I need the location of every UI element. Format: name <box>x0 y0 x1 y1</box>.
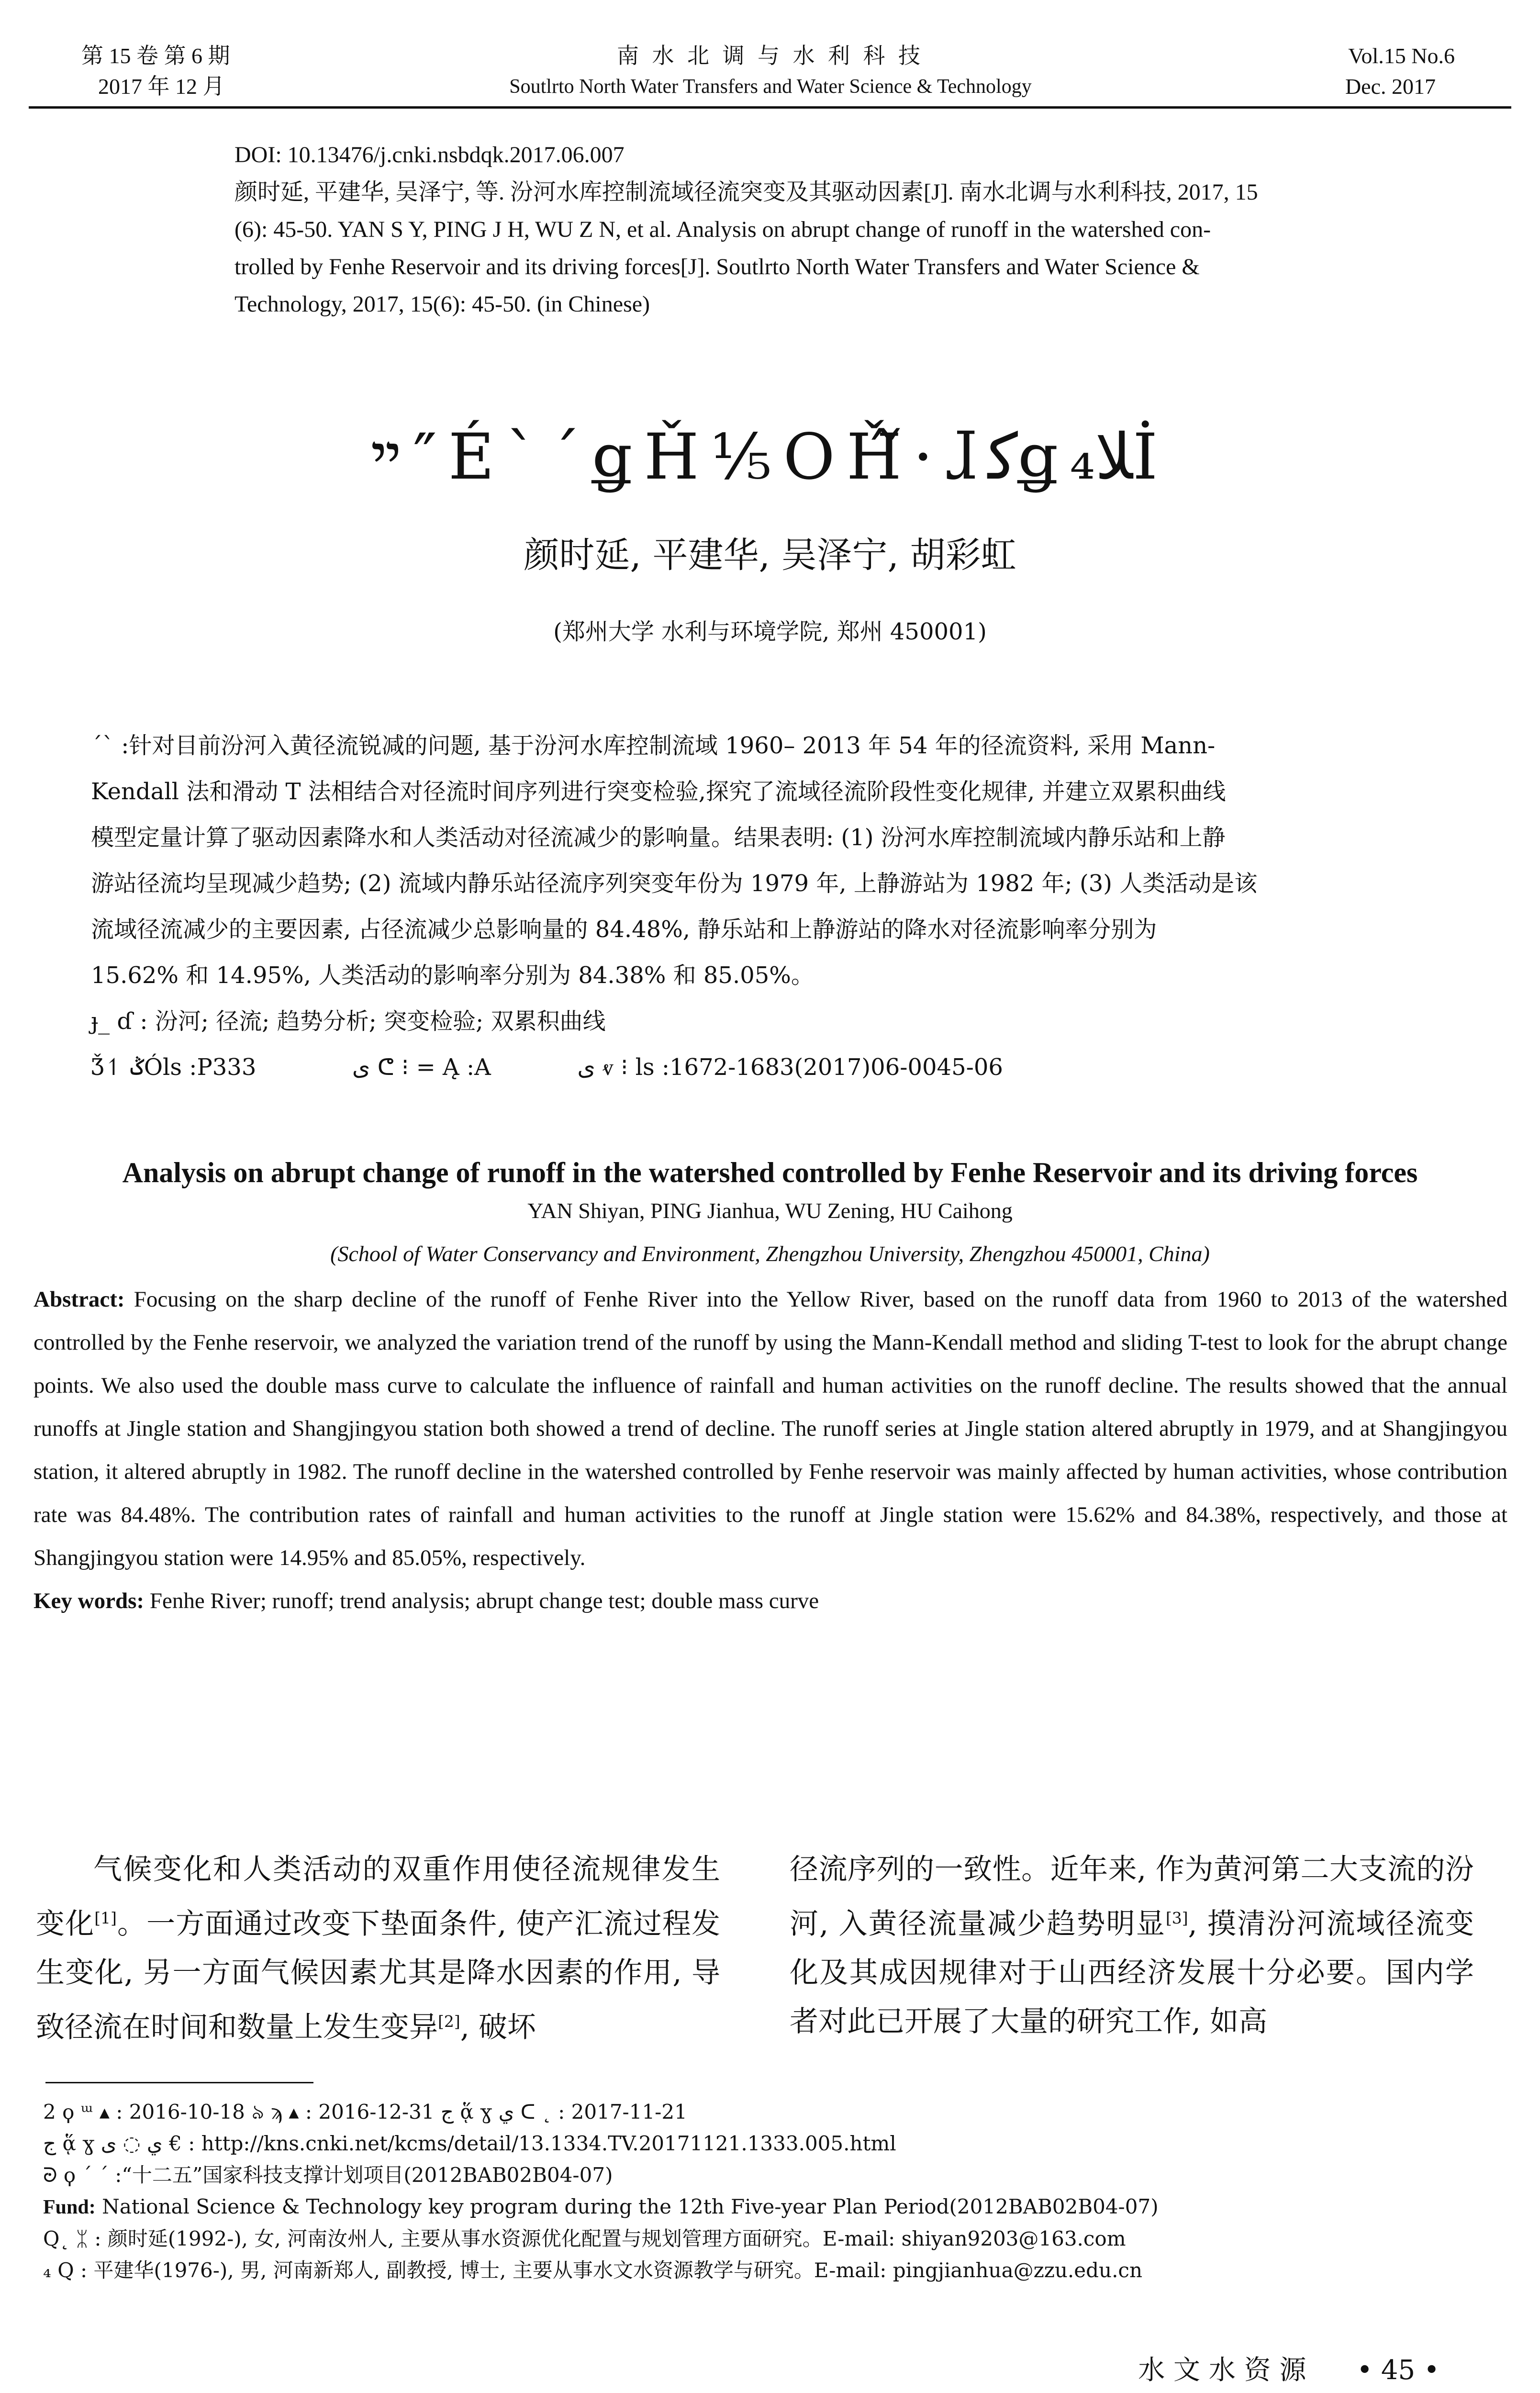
body-text: , 摸清汾河流域径流变化及其成因规律对于山西经济发展十分必要。国内学者对此已开展了大量的研究工作, 如高 <box>790 1907 1474 2038</box>
keywords-en <box>33 1579 1507 1622</box>
clc-value: P333 <box>197 1054 257 1081</box>
abstract-en-paragraph <box>33 1278 1507 1579</box>
citation-line: 颜时延, 平建华, 吴泽宁, 等. 汾河水库控制流域径流突变及其驱动因素[J]. 南水北调与水利科技, 2017, 15 <box>234 179 1258 205</box>
footnote-fund-en <box>43 2191 1507 2223</box>
body-column-left <box>36 1845 720 2052</box>
citation-line: Technology, 2017, 15(6): 45-50. (in Chinese) <box>234 291 650 317</box>
doc-code-label: ى ᕦ ⁝ = Ą : <box>352 1054 475 1081</box>
abstract-cn <box>91 723 1450 1090</box>
body-text: 气候变化和人类活动的双重作用使径流规律发生变化 <box>36 1853 720 1941</box>
body-paragraph <box>36 1845 720 2052</box>
keywords-cn-label: ɟ_ ɗ : <box>91 1008 148 1035</box>
header-date-cn: 2017 年 12 月 <box>98 74 225 99</box>
footnote-author2: ₄ Q : 平建华(1976-), 男, 河南新郑人, 副教授, 博士, 主要从事水文水资源教学与研究。E-mail: pingjianhua@zzu.edu.cn <box>43 2259 1142 2282</box>
abstract-cn-line: 15.62% 和 14.95%, 人类活动的影响率分别为 84.38% 和 85.05%。 <box>91 962 814 989</box>
header-journal-cn: 南 水 北 调 与 水 利 科 技 <box>617 44 924 68</box>
abstract-cn-line <box>91 723 1450 769</box>
abstract-cn-line: Kendall 法和滑动 T 法相结合对径流时间序列进行突变检验,探究了流域径流阶段性变化规律, 并建立双累积曲线 <box>91 778 1226 805</box>
fund-en-label: Fund: <box>43 2196 96 2218</box>
abstract-en <box>33 1278 1507 1622</box>
keywords-en-text: Fenhe River; runoff; trend analysis; abrupt change test; double mass curve <box>149 1588 819 1613</box>
authors-en: YAN Shiyan, PING Jianhua, WU Zening, HU Caihong <box>527 1198 1013 1223</box>
abstract-en-label: Abstract: <box>33 1287 125 1312</box>
citation-line: (6): 45-50. YAN S Y, PING J H, WU Z N, et al. Analysis on abrupt change of runoff in the watershed con- <box>234 217 1211 242</box>
footnote-fund-cn: ᘒ ϙ ˊ ˊ :“十二五”国家科技支撑计划项目(2012BAB02B04-07) <box>43 2163 613 2187</box>
abstract-cn-line: 模型定量计算了驱动因素降水和人类活动对径流减少的影响量。结果表明: (1) 汾河水库控制流域内静乐站和上静 <box>91 824 1226 851</box>
footnotes <box>43 2096 1507 2286</box>
keywords-en-label: Key words: <box>33 1588 145 1613</box>
footnote-author1: Q˛ ᛯ : 颜时延(1992-), 女, 河南汝州人, 主要从事水资源优化配置与规划管理方面研究。E-mail: shiyan9203@163.com <box>43 2227 1126 2250</box>
header-rule <box>29 106 1511 109</box>
title-en: Analysis on abrupt change of runoff in the watershed controlled by Fenhe Reservoir and its driving forces <box>122 1157 1418 1188</box>
header-journal-en: Soutlrto North Water Transfers and Water Science & Technology <box>509 76 1032 98</box>
affiliation-en: (School of Water Conservancy and Environment, Zhengzhou University, Zhengzhou 450001, China) <box>330 1241 1210 1266</box>
body-column-right <box>790 1845 1474 2046</box>
header-vol-no: Vol.15 No.6 <box>1348 44 1455 68</box>
doc-code-value: A <box>474 1054 491 1081</box>
footnote-dates: 2 ϙ ᵚ ▴ : 2016-10-18 ৯ ϡ ▴ : 2016-12-31 ج ᾅ ɣ ي ᑕ ˛ : 2017-11-21 <box>43 2100 687 2124</box>
body-text: 。一方面通过改变下垫面条件, 使产汇流过程发生变化, 另一方面气候因素尤其是降水因素的作用, 导致径流在时间和数量上发生变异 <box>36 1907 720 2044</box>
clc-label: Ǯ↿ ݣÓls : <box>91 1054 197 1081</box>
doi: DOI: 10.13476/j.cnki.nsbdqk.2017.06.007 <box>234 142 625 168</box>
body-paragraph <box>790 1845 1474 2046</box>
affiliation-cn: (郑州大学 水利与环境学院, 郑州 450001) <box>553 618 987 645</box>
citation-ref[interactable]: [3] <box>1165 1909 1188 1927</box>
citation-block <box>234 136 1479 323</box>
abstract-en-text: Focusing on the sharp decline of the runoff of Fenhe River into the Yellow River, based on the runoff data from 1960 to 2013 of the watershed controlled by the Fenhe reservoir, we analyzed the variation trend of the runoff by using the Mann-Kendall method and sliding T-test to look for the abrupt change points. We also used the double mass curve to calculate the influence of rainfall and human activities on the runoff decline. The results showed that the annual runoffs at Jingle station and Shangjingyou station both showed a trend of decline. The runoff series at Jingle station altered abruptly in 1979, and at Shangjingyou station, it altered abruptly in 1982. The runoff decline in the watershed controlled by Fenhe reservoir was mainly affected by human activities, whose contribution rate was 84.48%. The contribution rates of rainfall and human activities to the runoff at Jingle station were 15.62% and 84.38%, respectively, and those at Shangjingyou station were 14.95% and 85.05%, respectively. <box>33 1287 1507 1570</box>
body-text: , 破坏 <box>460 2011 536 2044</box>
footnote-url[interactable]: ج ᾅ ɣ ي ◌ ى € : http://kns.cnki.net/kcms/detail/13.1334.TV.20171121.1333.005.html <box>43 2132 896 2155</box>
title-cn: ײ″É`´ǥȞ⅕OȞ᷉·ɺﮐǥﻼ₄İ <box>370 420 1170 494</box>
footnote-rule <box>45 2082 313 2083</box>
authors-cn: 颜时延, 平建华, 吴泽宁, 胡彩虹 <box>524 535 1016 576</box>
abstract-cn-label: ˊˋ : <box>91 732 129 759</box>
article-id-label: ى ⱴ ⁝ ls : <box>577 1054 670 1081</box>
article-id-value: 1672-1683(2017)06-0045-06 <box>670 1054 1003 1081</box>
page-footer <box>1138 2354 1440 2387</box>
abstract-cn-text: 针对目前汾河入黄径流锐减的问题, 基于汾河水库控制流域 1960– 2013 年 54 年的径流资料, 采用 Mann- <box>129 732 1216 759</box>
header-date-en: Dec. 2017 <box>1345 74 1436 99</box>
keywords-cn-text: 汾河; 径流; 趋势分析; 突变检验; 双累积曲线 <box>155 1008 606 1035</box>
keywords-cn <box>91 998 1450 1044</box>
abstract-cn-line: 流域径流减少的主要因素, 占径流减少总影响量的 84.48%, 静乐站和上静游站的降水对径流影响率分别为 <box>91 916 1157 943</box>
footer-journal: 水 文 水 资 源 <box>1138 2355 1306 2386</box>
fund-en-text: National Science & Technology key program during the 12th Five-year Plan Period(2012BAB02B04-07) <box>102 2195 1159 2218</box>
abstract-cn-line: 游站径流均呈现减少趋势; (2) 流域内静乐站径流序列突变年份为 1979 年, 上静游站为 1982 年; (3) 人类活动是该 <box>91 870 1258 897</box>
citation-ref[interactable]: [1] <box>94 1909 117 1927</box>
citation-ref[interactable]: [2] <box>438 2012 460 2031</box>
page-number: • 45 • <box>1357 2355 1440 2386</box>
body-text: 径流序列的一致性。近年来, 作为黄河第二大支流的汾河, 入黄径流量减少趋势明显 <box>790 1853 1474 1941</box>
header-volume-issue: 第 15 卷 第 6 期 <box>81 44 230 68</box>
citation-line: trolled by Fenhe Reservoir and its driving forces[J]. Soutlrto North Water Transfers and Water Science & <box>234 254 1200 280</box>
classification-cn <box>91 1044 1450 1090</box>
